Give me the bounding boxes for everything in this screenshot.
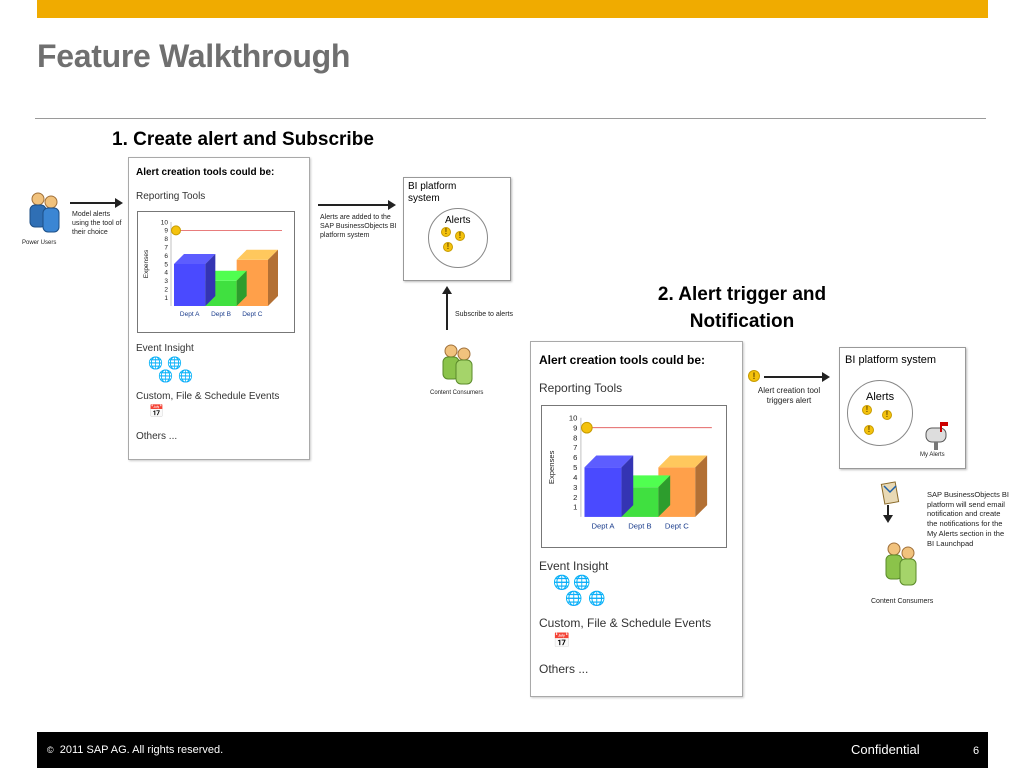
alert-icon: ! (455, 231, 465, 241)
y-tick-label: 7 (164, 244, 168, 252)
others-label: Others ... (136, 431, 178, 442)
y-tick-label: 8 (164, 236, 168, 244)
alerts-circle (428, 208, 488, 268)
alert-icon: ! (862, 405, 872, 415)
trigger-arrow (764, 376, 824, 378)
subscribe-text: Subscribe to alerts (455, 311, 513, 318)
top-accent-bar (37, 0, 988, 18)
alert-tools-panel-1 (128, 157, 310, 460)
footer-bar (37, 732, 988, 768)
panel-header: Alert creation tools could be: (539, 353, 706, 367)
event-insight-icon: 🌐 (573, 574, 591, 590)
y-tick-label: 7 (573, 443, 578, 453)
custom-events-label: Custom, File & Schedule Events (136, 391, 280, 402)
y-tick-label: 3 (164, 278, 168, 286)
my-alerts-label: My Alerts (920, 452, 945, 458)
x-tick-label: Dept C (242, 311, 263, 318)
bar (584, 467, 621, 517)
reporting-tools-label: Reporting Tools (539, 381, 623, 395)
arrow-head-icon (115, 198, 123, 208)
y-tick-label: 10 (568, 413, 578, 423)
trigger-text: Alert creation tool triggers alert (757, 386, 821, 405)
alert-icon: ! (882, 410, 892, 420)
others-label: Others ... (539, 662, 589, 676)
panel-header: Alert creation tools could be: (136, 167, 275, 178)
report-document (541, 405, 727, 548)
bar (174, 264, 205, 306)
slide-title: Feature Walkthrough (37, 38, 351, 74)
section1-heading: 1. Create alert and Subscribe (112, 129, 374, 150)
alerts-label: Alerts (445, 215, 471, 226)
y-axis-label: Expenses (546, 450, 556, 485)
y-tick-label: 2 (573, 492, 578, 502)
email-notification-text: SAP BusinessObjects BI platform will send email notification and create the notifications for the My Alerts section in the BI Launchpad (927, 490, 1009, 548)
alert-icon: ! (864, 425, 874, 435)
x-tick-label: Dept C (664, 521, 689, 531)
x-tick-label: Dept A (591, 521, 615, 531)
event-insight-icon: 🌐 (158, 369, 173, 383)
title-divider (35, 118, 986, 119)
subscribe-arrow (446, 292, 448, 330)
event-insight-label: Event Insight (539, 559, 609, 573)
y-tick-label: 1 (573, 502, 578, 512)
event-insight-label: Event Insight (136, 343, 194, 354)
alert-icon (172, 226, 181, 235)
schedule-event-icon: 📅 (149, 404, 164, 418)
y-tick-label: 6 (164, 252, 168, 260)
bi-platform-box-1 (403, 177, 511, 281)
expenses-chart-2 (542, 406, 726, 547)
alerts-added-text: Alerts are added to the SAP BusinessObjects BI platform system (320, 214, 397, 239)
x-tick-label: Dept B (628, 521, 652, 531)
arrow-head-icon (822, 372, 830, 382)
event-insight-icon: 🌐 (178, 369, 193, 383)
page-number: 6 (973, 745, 980, 757)
copyright-symbol: © (47, 745, 54, 755)
y-tick-label: 2 (164, 286, 168, 294)
y-tick-label: 8 (573, 433, 578, 443)
y-axis-label: Expenses (143, 249, 150, 279)
arrow-head-icon (388, 200, 396, 210)
power-users-icon (24, 190, 64, 236)
alert-icon: ! (441, 227, 451, 237)
y-tick-label: 9 (573, 423, 578, 433)
y-tick-label: 5 (164, 261, 168, 269)
alert-icon: ! (748, 370, 760, 382)
content-consumers-label: Content Consumers (871, 598, 934, 605)
bi-platform-box-2 (839, 347, 966, 469)
y-tick-label: 4 (164, 269, 168, 277)
model-alerts-text: Model alerts using the tool of their choice (72, 211, 122, 236)
alerts-label: Alerts (866, 391, 895, 403)
expenses-chart-1 (138, 212, 294, 332)
schedule-event-icon: 📅 (553, 632, 571, 648)
content-consumers-icon (880, 540, 922, 590)
x-tick-label: Dept A (179, 311, 200, 318)
event-insight-icon: 🌐 (588, 590, 606, 606)
y-tick-label: 6 (573, 453, 578, 463)
alerts-circle (847, 380, 913, 446)
event-insight-icon: 🌐 (167, 356, 182, 370)
y-tick-label: 3 (573, 482, 578, 492)
power-users-label: Power Users (22, 240, 57, 246)
email-envelope-icon (880, 480, 900, 510)
y-tick-label: 9 (164, 227, 168, 235)
event-insight-icon: 🌐 (565, 590, 583, 606)
y-tick-label: 4 (573, 472, 578, 482)
x-tick-label: Dept B (211, 311, 231, 318)
event-insight-icon: 🌐 (553, 574, 571, 590)
arrow-head-up-icon (442, 286, 452, 294)
copyright (47, 744, 223, 756)
content-consumers-label: Content Consumers (430, 390, 484, 396)
copyright-text: 2011 SAP AG. All rights reserved. (59, 744, 224, 756)
mailbox-icon (922, 420, 952, 450)
event-insight-icon: 🌐 (148, 356, 163, 370)
custom-events-label: Custom, File & Schedule Events (539, 616, 712, 630)
alert-icon (582, 422, 593, 433)
content-consumers-icon (438, 342, 478, 388)
arrow-to-bi-1 (318, 204, 390, 206)
arrow-head-down-icon (883, 515, 893, 523)
confidential-label: Confidential (851, 742, 920, 757)
report-document (137, 211, 295, 333)
alert-icon: ! (443, 242, 453, 252)
alert-tools-panel-2 (530, 341, 743, 697)
arrow-to-panel1 (70, 202, 118, 204)
reporting-tools-label: Reporting Tools (136, 191, 206, 202)
section2-heading: 2. Alert trigger and Notification (657, 284, 827, 332)
bi-platform-title: BI platform system (408, 181, 457, 204)
y-tick-label: 5 (573, 463, 578, 473)
y-tick-label: 10 (160, 219, 168, 227)
bi-platform-title: BI platform system (845, 354, 937, 366)
y-tick-label: 1 (164, 294, 168, 302)
